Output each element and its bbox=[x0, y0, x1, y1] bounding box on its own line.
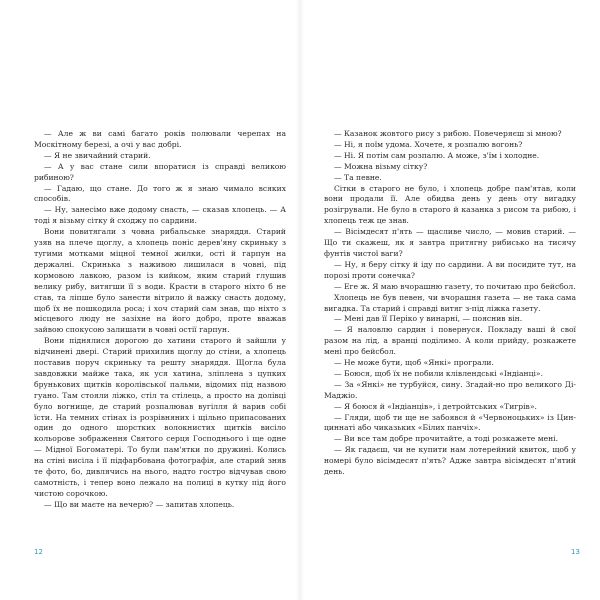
paragraph: — Еге ж. Я маю вчорашню газету, то почитаю про бейсбол. bbox=[334, 281, 576, 291]
paragraph: — Я боюся й «Індіанців», і детройтських «Тигрів». bbox=[334, 401, 537, 411]
paragraph: Хлопець не був певен, чи вчорашня газета — не така сама вигадка. Та старий і справді витяг з-під ліжка газету. bbox=[324, 292, 576, 313]
paragraph: — Але ж ви самі багато років полювали черепах на Москітному березі, а очі у вас добрі. bbox=[34, 129, 286, 149]
paragraph: — Я наловлю сардин і повернуся. Покладу ваші й свої разом на лід, а вранці поділимо. А коли прийду, розкажете мені про бейсбол. bbox=[324, 325, 576, 357]
paragraph: — Що ви маєте на вечерю? — запитав хлопець. bbox=[44, 499, 235, 509]
paragraph: — Ви все там добре прочитайте, а тоді розкажете мені. bbox=[334, 434, 558, 444]
left-page-text bbox=[34, 129, 286, 511]
paragraph: — А у вас стане сили впоратися із справді великою рибиною? bbox=[34, 161, 286, 182]
paragraph: — Не може бути, щоб «Янкі» програли. bbox=[334, 358, 494, 368]
paragraph: — Я не звичайний старий. bbox=[44, 150, 151, 160]
paragraph: Вони піднялися дорогою до хатини старого й зайшли у відчинені двері. Старий прихилив щоглу до стіни, а хлопець поставив поруч скриньку та решту знаряддя. Щогла була завдовжки майже така, як уся хатина, зліплена з цупких брунькових щитків королівської пальми, відомих під назвою гуано. Там стояли ліжко, стіл та стілець, а просто на долівці було вогнище, де старий розпалював вугілля й варив собі їсти. На темних стінах із розрівняних і щільно припасованих один до одного шорстких волокнистих щитків висіло кольорове зображення Святого серця Господнього і ще одне — Мідної Богоматері. То були пам'ятки по дружині. Колись на стіні висіла і її підфарбована фотографія, але старий зняв те фото, бо, дивлячись на нього, надто гостро відчував свою самотність, і тепер воно лежало на полиці в кутку під його чистою сорочкою. bbox=[34, 336, 286, 498]
paragraph: — Вісімдесят п'ять — щасливе число, — мовив старий. — Що ти скажеш, як я завтра притягну рибисько на тисячу фунтів чистої ваги? bbox=[324, 227, 576, 258]
paragraph: — Мені дав її Періко у винарні, — пояснив він. bbox=[334, 314, 523, 324]
paragraph: — Ні, я поїм удома. Хочете, я розпалю вогонь? bbox=[334, 139, 523, 149]
paragraph: — Та певне. bbox=[334, 172, 382, 182]
paragraph: — Ні. Я потім сам розпалю. А може, з'їм і холодне. bbox=[334, 150, 540, 160]
paragraph: Сітки в старого не було, і хлопець добре пам'ятав, коли вони продали її. Але обидва день у день оту вигадку розігрували. Не було в старого й казанка з рисом та рибою, і хлопець теж це знав. bbox=[324, 183, 576, 226]
paragraph: — Ну, занесімо вже додому снасть, — сказав хлопець. — А тоді я візьму сітку й сходжу по сардини. bbox=[34, 205, 286, 226]
paragraph: — Ну, я беру сітку й іду по сардини. А ви посидите тут, на порозі проти сонечка? bbox=[324, 259, 576, 280]
paragraph: — Боюся, щоб їх не побили клівлендські «Індіанці». bbox=[334, 368, 543, 378]
paragraph: — Як гадаєш, чи не купити нам лотерейний квиток, щоб у номері було вісімдесят п'ять? Адже завтра вісімдесят п'ятий день. bbox=[324, 445, 576, 477]
paragraph: — Можна візьму сітку? bbox=[334, 161, 428, 171]
paragraph: — За «Янкі» не турбуйся, сину. Згадай-но про великого ДіМаджіо. bbox=[324, 379, 576, 400]
paragraph: Вони повитягали з човна рибальське знаряддя. Старий узяв на плече щоглу, а хлопець поніс дерев'яну скриньку з тугими мотками міцної темної жилки, ості й гарпун на держалні. Скринька з наживою лишилася в човні, під кормовою лавкою, разом із кийком, яким старий глушив велику рибу, витягши її з води. Красти в старого ніхто б не став, та ліпше було занести вітрило й важку снасть додому, щоб їх не пошкодила роса; і хоч старий сам знав, що ніхто з місцевого люду не зазіхне на його добро, проте вважав зайвою спокусою залишати в човні остії гарпун. bbox=[34, 227, 286, 335]
paragraph: — Гляди, щоб ти ще не забоявся й «Червоноцьких» із Цинциннаті або чиказьких «Білих панчіх». bbox=[324, 412, 576, 433]
right-page-text bbox=[324, 129, 576, 478]
right-page-number: 13 bbox=[571, 548, 580, 556]
left-page-number: 12 bbox=[34, 548, 43, 556]
paragraph: — Казанок жовтого рису з рибою. Повечеряєш зі мною? bbox=[334, 129, 562, 138]
paragraph: — Гадаю, що стане. До того ж я знаю чимало всяких способів. bbox=[34, 183, 286, 204]
right-page bbox=[300, 0, 600, 600]
